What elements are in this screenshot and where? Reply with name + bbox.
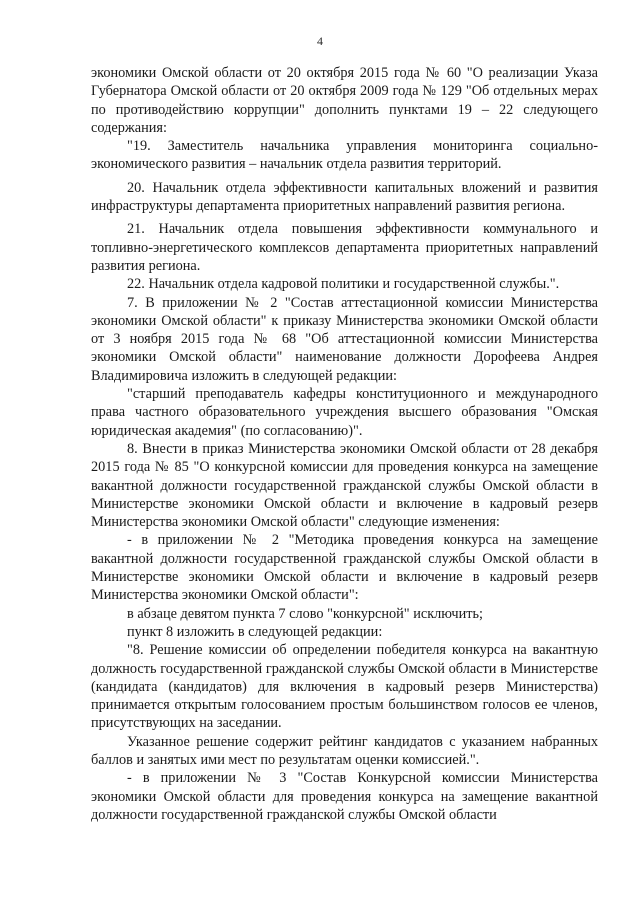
paragraph-item-19: "19. Заместитель начальника управления мониторинга социально-экономического развития – начальник отдела развития территорий. (91, 138, 598, 173)
document-body (91, 64, 598, 824)
paragraph-item-20: 20. Начальник отдела эффективности капитальных вложений и развития инфраструктуры департамента приоритетных направлений развития региона. (91, 179, 598, 215)
paragraph-section-7: 7. В приложении № 2 "Состав аттестационной комиссии Министерства экономики Омской области" к приказу Министерства экономики Омской области от 3 ноября 2015 года № 68 "Об аттестационной комиссии Министерства экономики Омской области" наименование должности Дорофеева Андрея Владимировича изложить в следующей редакции: (91, 294, 598, 384)
paragraph-section-8: 8. Внести в приказ Министерства экономики Омской области от 28 декабря 2015 года № 85 "О конкурсной комиссии для проведения конкурса на замещение вакантной должности государственной гражданской службы Омской области в Министерстве экономики Омской области и включение в кадровый резерв Министерства экономики Омской области" следующие изменения: (91, 440, 598, 531)
paragraph-appendix-3: - в приложении № 3 "Состав Конкурсной комиссии Министерства экономики Омской области для проведения конкурса на замещение вакантной должности государственной гражданской службы Омской области (91, 770, 598, 823)
paragraph-paragraph-nine-edit: в абзаце девятом пункта 7 слово "конкурсной" исключить; (127, 605, 483, 622)
paragraph-rating-decision: Указанное решение содержит рейтинг кандидатов с указанием набранных баллов и занятых ими мест по результатам оценки комиссией.". (91, 733, 598, 768)
paragraph-item-22: 22. Начальник отдела кадровой политики и государственной службы.". (127, 276, 560, 293)
paragraph-position-title: "старший преподаватель кафедры конституционного и международного права частного образовательного учреждения высшего образования "Омская юридическая академия" (по согласованию)". (91, 386, 598, 439)
paragraph-continuation-order-60: экономики Омской области от 20 октября 2015 года № 60 "О реализации Указа Губернатора Омской области от 20 октября 2009 года № 129 "Об отдельных мерах по противодействию коррупции" дополнить пунктами 19 – 22 следующего содержания: (91, 65, 598, 136)
paragraph-item-21: 21. Начальник отдела повышения эффективности коммунального и топливно-энергетического комплексов департамента приоритетных направлений развития региона. (91, 221, 598, 274)
paragraph-point-8-edit: пункт 8 изложить в следующей редакции: (127, 623, 383, 640)
paragraph-appendix-2: - в приложении № 2 "Методика проведения конкурса на замещение вакантной должности государственной гражданской службы Омской области в Министерстве экономики Омской области и включение в кадровый резерв Министерства экономики Омской области": (91, 532, 598, 604)
page-number: 4 (317, 34, 323, 48)
paragraph-point-8-text: "8. Решение комиссии об определении победителя конкурса на вакантную должность государственной гражданской службы Омской области в Министерстве (кандидата (кандидатов) для включения в кадровый резерв Министерства) принимается открытым голосованием простым большинством голосов ее членов, присутствующих на заседании. (91, 642, 598, 732)
